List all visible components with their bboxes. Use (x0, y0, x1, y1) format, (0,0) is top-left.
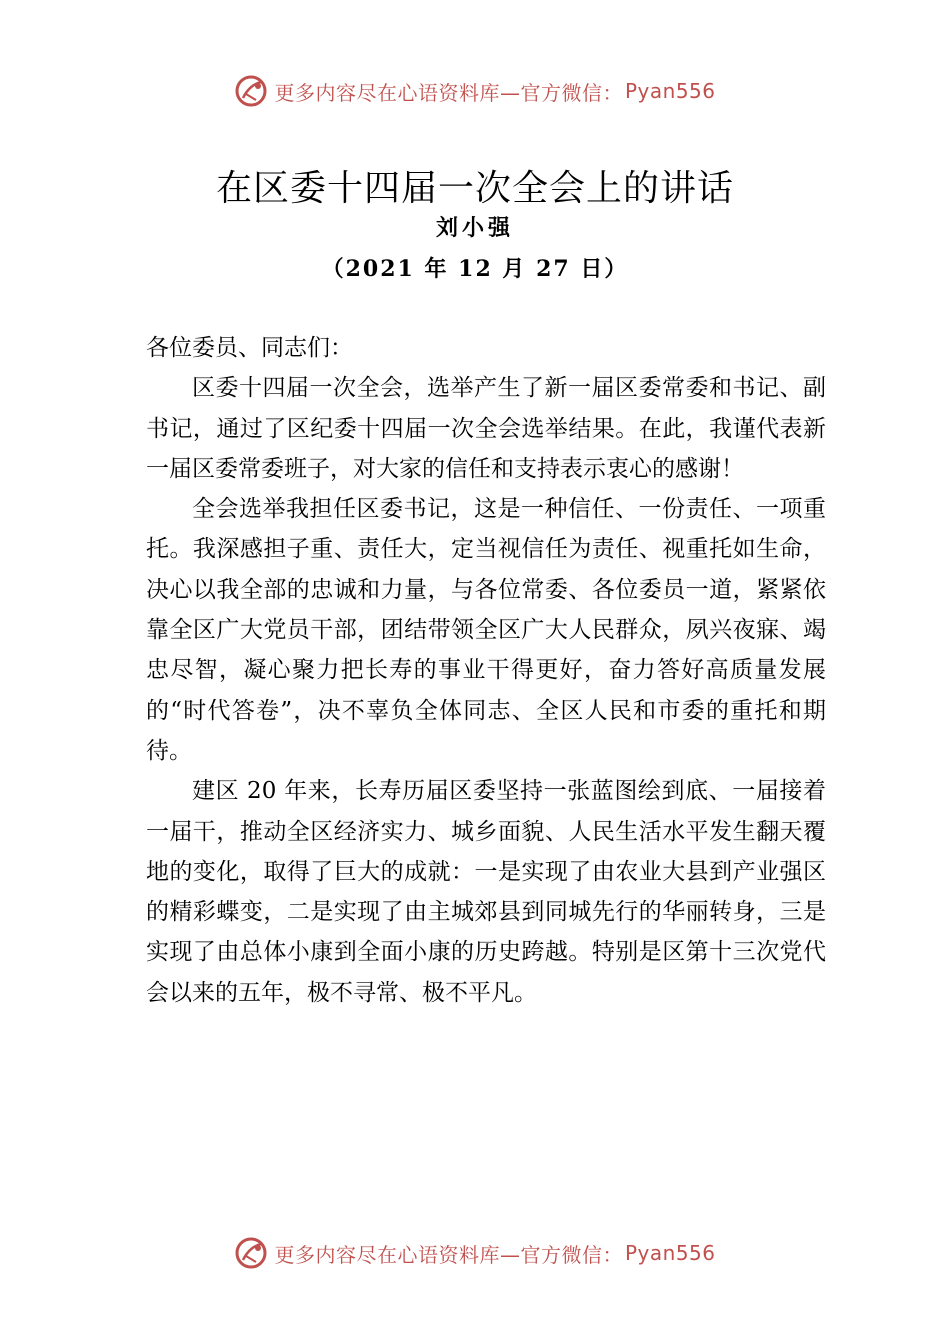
paragraph: 建区 20 年来，长寿历届区委坚持一张蓝图绘到底、一届接着一届干，推动全区经济实力、城乡面貌、人民生活水平发生翻天覆地的变化，取得了巨大的成就：一是实现了由农业大县到产业强区的精彩蝶变，二是实现了由主城郊县到同城先行的华丽转身，三是实现了由总体小康到全面小康的历史跨越。特别是区第十三次党代会以来的五年，极不寻常、极不平凡。 (146, 778, 826, 1006)
watermark-text: 更多内容尽在心语资料库—官方微信： (274, 1242, 623, 1267)
paragraph: 全会选举我担任区委书记，这是一种信任、一份责任、一项重托。我深感担子重、责任大，定当视信任为责任、视重托如生命，决心以我全部的忠诚和力量，与各位常委、各位委员一道，紧紧依靠全区广大党员干部，团结带领全区广大人民群众，夙兴夜寐、竭忠尽智，凝心聚力把长寿的事业干得更好，奋力答好高质量发展的“时代答卷”，决不辜负全体同志、全区人民和市委的重托和期待。 (146, 496, 826, 764)
library-logo-icon (234, 1236, 268, 1270)
watermark-text: 更多内容尽在心语资料库—官方微信： (274, 80, 623, 105)
watermark-wechat-id: Pyan556 (624, 79, 716, 103)
greeting: 各位委员、同志们： (146, 335, 353, 361)
document-date: （2021 年 12 月 27 日） (321, 256, 629, 282)
watermark-wechat-id: Pyan556 (624, 1241, 716, 1265)
header-watermark (0, 74, 950, 108)
footer-watermark (0, 1236, 950, 1270)
library-logo-icon (234, 74, 268, 108)
paragraph: 区委十四届一次全会，选举产生了新一届区委常委和书记、副书记，通过了区纪委十四届一次全会选举结果。在此，我谨代表新一届区委常委班子，对大家的信任和支持表示衷心的感谢！ (146, 375, 826, 482)
document-body (146, 328, 826, 1013)
document-author: 刘小强 (435, 215, 514, 241)
document-title: 在区委十四届一次全会上的讲话 (215, 168, 734, 209)
